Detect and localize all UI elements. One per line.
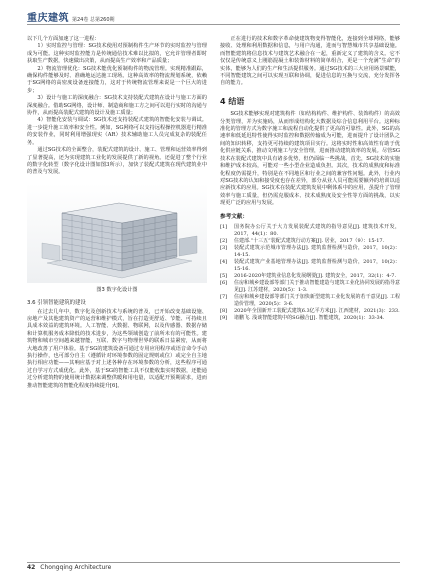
page-footer [27, 564, 111, 571]
journal-logo: 重庆建筑 [27, 13, 69, 24]
subsection-heading: 3.6 引领智能建筑的建设 [27, 300, 86, 307]
section-title: 4 结语 [220, 96, 245, 106]
footer-divider [27, 562, 400, 563]
paragraph: 通过SG技术的全面整合，装配式建筑的设计、施工、管理和运营效率得到了显著提高，还为实现建筑工业化的发展提供了新的视角。还促进了整个行业的数字化转型（数字化设计图如图3所示），加快了装配式建筑在现代建筑业中的普及与发展。 [27, 147, 207, 176]
reference-item: [8] 2020年全国新开工装配式建筑6.3亿平方米[J]. 江西建材，2021(3)：233. [220, 307, 400, 314]
references-title: 参考文献： [220, 213, 248, 220]
references-list [220, 224, 400, 322]
building-wireframe-image [27, 183, 207, 283]
paragraph: 正在进行的技术和数字革命使建筑物变得智能化，连接到全球网络，能够接收、处理和利用数据和信息，与用户沟通，进而与智慧城市共享基础设施。而智能建筑将信息技术与建筑艺术融合在一起，重新定义了建筑的含义。它不仅仅是传统意义上刚筋混凝土和装饰材料的简单组合，更是一个充满“生命”的实体，能够为人们的生产和生活提供服务。通过SG技术的三大应用场景赋能，不同智能建筑之间可以实现互联和协调，促进信息的互换与交流，充分发挥各自的能力。 [220, 36, 400, 87]
paragraph: 2）物流管理优化：SG技术能优化预制构件的物流管理。实现精准跟踪，确保构件能够及时、准确地运达施工现场。这种高效率的物流规划系统，依赖于SG网络的高密度设备连接能力，这对于传统物流管理来说是一个巨大的进步； [27, 65, 207, 94]
header-divider [27, 24, 400, 25]
journal-name: Chongqing Architecture [40, 564, 112, 571]
reference-item: [9] 诸鹏飞. 浅谈智能建筑中的SG融合[J]. 智能建筑，2020(1)：33-34. [220, 314, 385, 321]
paragraph: 在过去几年中，数字化及创新技术与系统的普及，已开始改变基础设施、房地产及其他建筑资产的运营和维护模式，旨在打造更舒适、节能、可持续且具成本效益的建筑环境。人工智能、大数据、物联网，以及传感器、数据存储和计算机服务成本降低的技术进步，为这些领域创造了前所未有的可能性。建筑物和城市空间越来越智能，互联、数字与物理世界的联系日益紧密，从而将大地改善了用户体验。基于SG的建筑设备可通过专用应用程序或语音命令手动执行操作，也可部分自主（遵循针对环境参数的固定规则或位）或完全自主地执行相应功能——其响应基于对上述各种存在环境参数的分析，这些程序可通过自学习方式成优化。此外，基于SG的智能工具不仅能收集实时数据，还能通过分析建筑物的使用统计数据来调整供暖和用电量，以适配开预期需求，进而推动智能建筑的智能化程度持续提升[6]。 [27, 308, 207, 389]
paragraph: SG技术能够实现对建筑构件（如结构构件、维护构件、装饰构件）的高效分类管理，并为实施码，从而形成结构化大数据及综合信息利用平台。这种标准化的管理方式为数字施工和流程自动化提供了更高的可靠性。此外，SG的高速率和低延迟特性使得实时监控和数据传输成为可能，进而提升了设计团队之间的知识转移，支持更可持续的建筑项目实行。这将实时性和高效性有助于优化供应链关系，推动文明施工与安全管理，进而推动建筑效率的发展。尽管SG技术在装配式建筑中具有诸多优势，但仍面临一些挑战，首先，SG技术的实施和维护成本较高，可能对一些小型企业造成负担。其次，技术的成熟度和标准化程度仍需提升，特别是在不同地区和行业之间的兼容性问题。此外，行业内对SG技术的认知和接受度也存在差异，部分从业人员可能需要额外的培训以适应新技术的应用。SG技术在装配式建筑发展中剩体系中的应用，虽提升了管理效率与施工质量，但仍需克服成本、技术成熟度及安全性等方面的挑战，以实现更广泛的应用与发展。 [220, 111, 400, 207]
paragraph: 以下几个方面加速了这一进程： [27, 36, 100, 42]
reference-item: [4] 装配式建筑产业基地管理办法[J]. 建筑监督检测与造价，2017，10(2)：15-16. [220, 258, 400, 272]
left-column [27, 36, 207, 390]
issue-info: 第24卷 总第260期 [72, 17, 115, 23]
journal-header [27, 10, 115, 24]
digital-design-figure [27, 183, 207, 283]
paragraph: 3）设计与施工的深度融合：SG技术支持装配式建筑在设计与施工方面的深度融合。借助SG网络，设计师、制造商和施工方之间可以进行实时的沟通与协作，从而提高装配式建筑的设计及施工质量； [27, 95, 207, 117]
figure-caption: 图3 数字化设计图 [96, 286, 138, 293]
reference-item: [6] 住房和城乡建设部等部门关于推动智能建造与建筑工业化协同发展的指导意见[J]. 江苏建材，2020(5)：1-3. [220, 279, 400, 293]
reference-item: [7] 住房和城乡建设部等部门关于加快新型建筑工业化发展的若干意见[J]. 工程造价管理，2020(5)：3-6. [220, 293, 400, 307]
paragraph: 4）智能化安装与调试：SG技术还支持装配式建筑的智能化安装与调试。进一步提升施工效率和安全性。例如，SG网络可以支持远程操控机器进行精准的安装作业，同时利用增强现实（AR）技术辅助施工人员完成复杂的装配任务。 [27, 117, 207, 146]
reference-item: [5] 2016-2020年建筑业信息化发展纲要[J]. 建筑安全，2017，32(1)：4-7. [220, 272, 397, 279]
right-column [220, 36, 400, 322]
reference-item: [3] 装配式建筑示范城市管理办法[J]. 建筑监督检测与造价，2017，10(2)：14-15. [220, 244, 400, 258]
page-number: 42 [27, 564, 36, 571]
paragraph: 1）实时监控与管理：SG技术使用对预制构件生产环节的实时监控与管理成为可能。这种实时监控能力是传统通信技术难以比拟的，它允许管理者即时获取生产数据，快速做出决策，从而提高生产效率和产品质量； [27, 43, 207, 65]
reference-item: [1] 国务院办公厅关于大力发展装配式建筑的指导意见[J]. 建筑技术开发，2017，44(1)：80. [220, 223, 400, 237]
reference-item: [2] 住建部.“十三五”装配式建筑行动方案[J]. 居业，2017（9）：15-17. [220, 237, 385, 244]
